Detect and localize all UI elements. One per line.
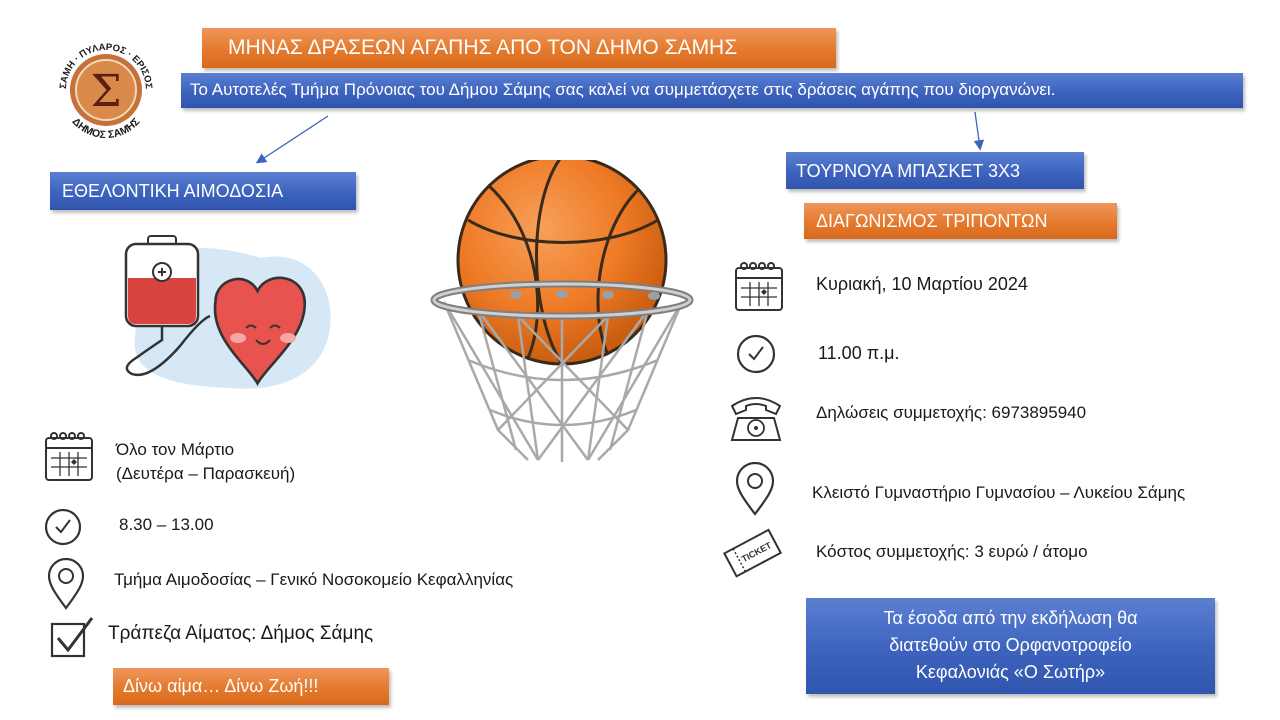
page-title: ΜΗΝΑΣ ΔΡΑΣΕΩΝ ΑΓΑΠΗΣ ΑΠΟ ΤΟΝ ΔΗΜΟ ΣΑΜΗΣ [228,36,738,59]
proceeds-box [806,598,1215,694]
tournament-location: Κλειστό Γυμναστήριο Γυμνασίου – Λυκείου Σάμης [812,483,1186,502]
participation-cost: Κόστος συμμετοχής: 3 ευρώ / άτομο [816,542,1088,561]
tournament-date: Κυριακή, 10 Μαρτίου 2024 [816,274,1028,294]
donation-date-line1: Όλο τον Μάρτιο [116,440,235,459]
tournament-time: 11.00 π.μ. [818,343,900,363]
logo-name: ΔΗΜΟΣ ΣΑΜΗΣ [69,115,143,142]
clock-icon [42,506,84,548]
page-subtitle: Το Αυτοτελές Τμήμα Πρόνοιας του Δήμου Σάμης σας καλεί να συμμετάσχετε στις δράσεις αγάπης που διοργανώνει. [190,80,1056,99]
donation-dates [116,438,295,486]
tournament-heading-banner [786,152,1084,189]
donation-date-line2: (Δευτέρα – Παρασκευή) [116,464,296,483]
basketball-hoop-illustration [428,160,698,470]
ticket-icon [722,526,784,582]
clock-icon [734,332,778,376]
slogan-banner [113,668,389,705]
donation-time: 8.30 – 13.00 [119,515,214,534]
proceeds-text: Τα έσοδα από την εκδήλωση θα διατεθούν στο Ορφανοτροφείο Κεφαλονιάς «Ο Σωτήρ» [883,608,1138,682]
location-pin-icon [734,462,776,516]
slogan-text: Δίνω αίμα… Δίνω Ζωή!!! [123,676,319,696]
calendar-icon [42,430,96,484]
three-point-heading-banner [804,203,1117,239]
calendar-icon [732,260,786,314]
blood-donation-heading: ΕΘΕΛΟΝΤΙΚΗ ΑΙΜΟΔΟΣΙΑ [62,181,284,201]
logo-letter: Σ [90,66,122,117]
telephone-icon [726,392,786,444]
ticket-label: TICKET [739,540,774,565]
checkbox-icon [48,614,96,660]
arrow-right [975,112,980,148]
blood-bag-heart-illustration [110,228,340,398]
donation-location: Τμήμα Αιμοδοσίας – Γενικό Νοσοκομείο Κεφαλληνίας [114,570,514,589]
location-pin-icon [46,558,86,610]
logo-arc-text: ΣΑΜΗ · ΠΥΛΑΡΟΣ · ΕΡΙΣΟΣ [57,41,155,90]
tournament-heading: ΤΟΥΡΝΟΥΑ ΜΠΑΣΚΕΤ 3Χ3 [796,161,1021,181]
blood-donation-heading-banner [50,172,356,210]
blood-bank-text: Τράπεζα Αίματος: Δήμος Σάμης [108,623,374,644]
three-point-heading: ΔΙΑΓΩΝΙΣΜΟΣ ΤΡΙΠΟΝΤΩΝ [816,211,1048,231]
registrations-phone: Δηλώσεις συμμετοχής: 6973895940 [816,403,1087,422]
arrow-left [258,116,328,162]
